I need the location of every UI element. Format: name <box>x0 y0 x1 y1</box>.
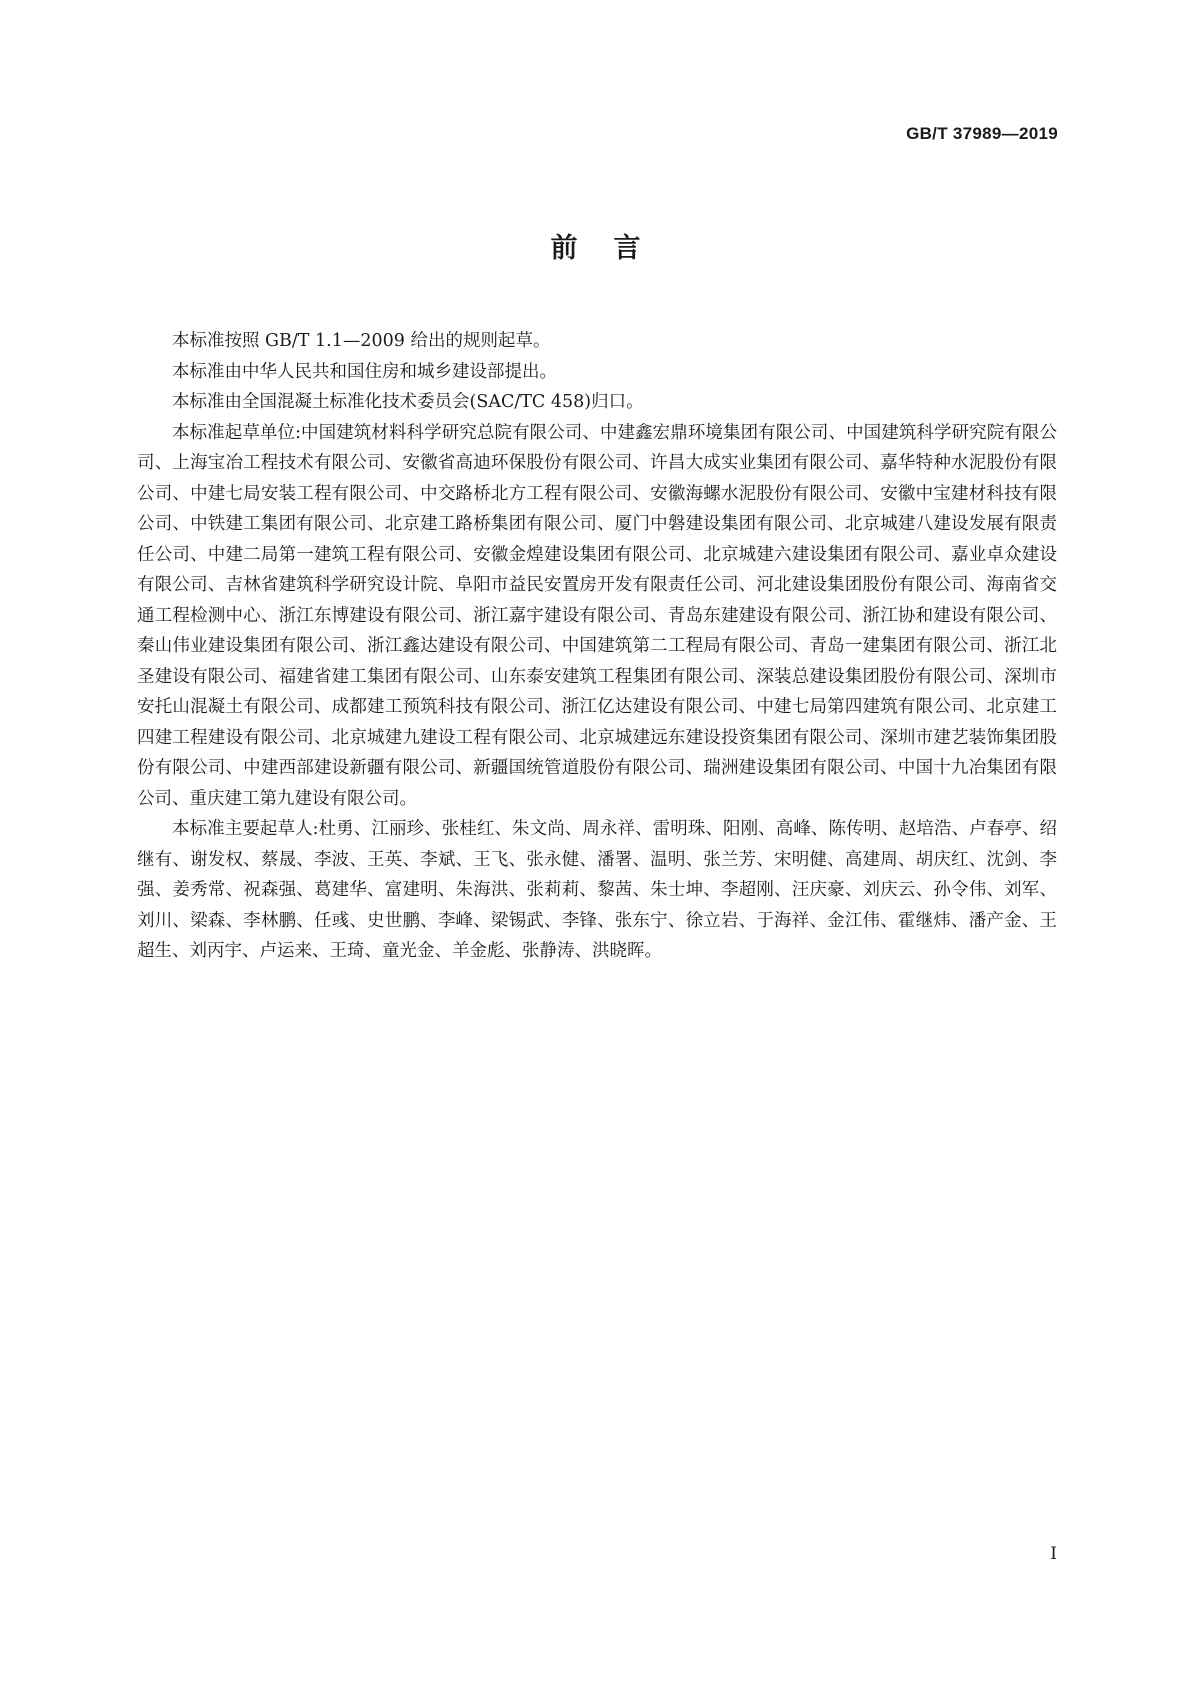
document-code: GB/T 37989—2019 <box>906 124 1058 143</box>
foreword-body <box>137 326 1057 967</box>
paragraph-committee: 本标准由全国混凝土标准化技术委员会(SAC/TC 458)归口。 <box>172 392 644 412</box>
paragraph-drafting-rules: 本标准按照 GB/T 1.1—2009 给出的规则起草。 <box>172 331 551 351</box>
paragraph-drafting-units: 本标准起草单位:中国建筑材料科学研究总院有限公司、中建鑫宏鼎环境集团有限公司、中国建筑科学研究院有限公司、上海宝冶工程技术有限公司、安徽省高迪环保股份有限公司、许昌大成实业集团有限公司、嘉华特种水泥股份有限公司、中建七局安装工程有限公司、中交路桥北方工程有限公司、安徽海螺水泥股份有限公司、安徽中宝建材科技有限公司、中铁建工集团有限公司、北京建工路桥集团有限公司、厦门中磐建设集团有限公司、北京城建八建设发展有限责任公司、中建二局第一建筑工程有限公司、安徽金煌建设集团有限公司、北京城建六建设集团有限公司、嘉业卓众建设有限公司、吉林省建筑科学研究设计院、阜阳市益民安置房开发有限责任公司、河北建设集团股份有限公司、海南省交通工程检测中心、浙江东博建设有限公司、浙江嘉宇建设有限公司、青岛东建建设有限公司、浙江协和建设有限公司、秦山伟业建设集团有限公司、浙江鑫达建设有限公司、中国建筑第二工程局有限公司、青岛一建集团有限公司、浙江北圣建设有限公司、福建省建工集团有限公司、山东泰安建筑工程集团有限公司、深装总建设集团股份有限公司、深圳市安托山混凝土有限公司、成都建工预筑科技有限公司、浙江亿达建设有限公司、中建七局第四建筑有限公司、北京建工四建工程建设有限公司、北京城建九建设工程有限公司、北京城建远东建设投资集团有限公司、深圳市建艺装饰集团股份有限公司、中建西部建设新疆有限公司、新疆国统管道股份有限公司、瑞洲建设集团有限公司、中国十九冶集团有限公司、重庆建工第九建设有限公司。 <box>137 422 1057 809</box>
page-title: 前言 <box>550 233 677 264</box>
paragraph-proposer: 本标准由中华人民共和国住房和城乡建设部提出。 <box>172 361 557 382</box>
paragraph-drafters: 本标准主要起草人:杜勇、江丽珍、张桂红、朱文尚、周永祥、雷明珠、阳刚、高峰、陈传明、赵培浩、卢春亭、绍继有、谢发权、蔡晟、李波、王英、李斌、王飞、张永健、潘署、温明、张兰芳、宋明健、高建周、胡庆红、沈剑、李强、姜秀常、祝森强、葛建华、富建明、朱海洪、张莉莉、黎茜、朱士坤、李超刚、汪庆豪、刘庆云、孙令伟、刘军、刘川、梁森、李林鹏、任彧、史世鹏、李峰、梁锡武、李锋、张东宁、徐立岩、于海祥、金江伟、霍继炜、潘产金、王超生、刘丙宇、卢运来、王琦、童光金、羊金彪、张静涛、洪晓晖。 <box>137 819 1057 961</box>
page-number: I <box>1050 1544 1057 1564</box>
